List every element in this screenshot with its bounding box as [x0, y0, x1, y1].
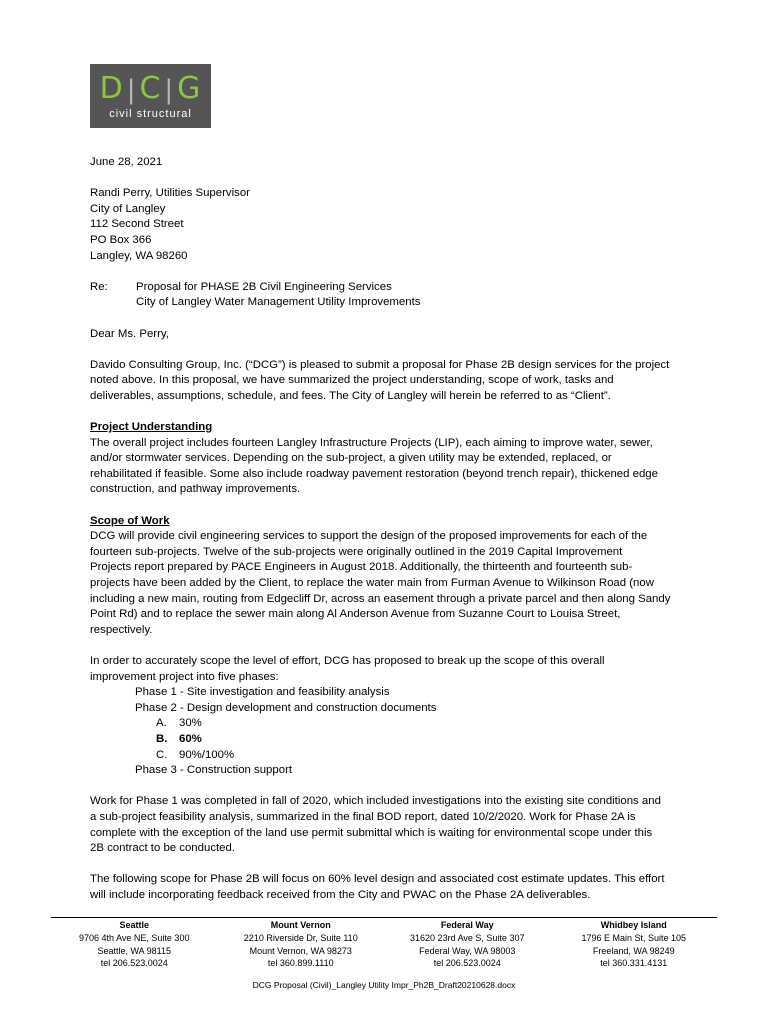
office-seattle: Seattle 9706 4th Ave NE, Suite 300 Seattle, WA 98115 tel 206.523.0024 [79, 920, 190, 969]
sub-phase-item: B. 60% [156, 732, 202, 745]
intro-paragraph: Davido Consulting Group, Inc. (“DCG”) is pleased to submit a proposal for Phase 2B design services for the project noted above. In this proposal, we have summarized the project understanding, scope of work, tasks and deliverables, assumptions, schedule, and fees. The City of Langley will herein be referred to as “Client”. [90, 358, 670, 402]
project-understanding-heading: Project Understanding [90, 421, 213, 434]
phase-item: Phase 1 - Site investigation and feasibility analysis [135, 686, 390, 699]
office-federal-way: Federal Way 31620 23rd Ave S, Suite 307 Federal Way, WA 98003 tel 206.523.0024 [410, 920, 525, 969]
letter-date: June 28, 2021 [90, 156, 163, 168]
phase-item: Phase 3 - Construction support [135, 764, 293, 777]
recipient-address: Randi Perry, Utilities Supervisor City of Langley 112 Second Street PO Box 366 Langley, WA 98260 [90, 187, 250, 262]
phase2b-paragraph: The following scope for Phase 2B will focus on 60% level design and associated cost estimate updates. This effort will include incorporating feedback received from the City and PWAC on the Phase 2A deliverables. [90, 873, 665, 901]
sub-phase-item: A. 30% [156, 717, 202, 730]
phase-list [90, 685, 682, 779]
office-footer [51, 919, 717, 970]
logo-letters: D | C | G [99, 71, 202, 106]
salutation: Dear Ms. Perry, [90, 327, 169, 340]
subject-line: Re: Proposal for PHASE 2B Civil Engineering Services City of Langley Water Management Utility Improvements [90, 280, 421, 309]
logo-tagline: civil structural [109, 108, 192, 120]
footer-divider [51, 917, 717, 918]
office-whidbey-island: Whidbey Island 1796 E Main St, Suite 105 Freeland, WA 98249 tel 360.331.4131 [581, 920, 687, 969]
office-mount-vernon: Mount Vernon 2210 Riverside Dr, Suite 110 Mount Vernon, WA 98273 tel 360.899.1110 [243, 920, 358, 969]
scope-of-work-heading: Scope of Work [90, 514, 170, 527]
sub-phase-item: C. 90%/100% [156, 748, 235, 761]
dcg-logo [90, 64, 211, 128]
phase-item: Phase 2 - Design development and construction documents [135, 701, 437, 714]
phases-intro-paragraph: In order to accurately scope the level of effort, DCG has proposed to break up the scope of this overall improvement project into five phases: [90, 655, 605, 683]
phase1-work-paragraph: Work for Phase 1 was completed in fall of 2020, which included investigations into the existing site conditions and a sub-project feasibility analysis, summarized in the final BOD report, dated 10/2/2020. Work for Phase 2A is complete with the exception of the land use permit submittal which is waiting for environmental scope under this 2B contract to be conducted. [90, 795, 661, 855]
letter-body [90, 155, 682, 904]
document-filename: DCG Proposal (Civil)_Langley Utility Impr_Ph2B_Draft20210628.docx [252, 980, 516, 990]
project-understanding-paragraph: The overall project includes fourteen Langley Infrastructure Projects (LIP), each aiming to improve water, sewer, and/or stormwater services. Depending on the sub-project, a given utility may be extended, replaced, or rehabilitated if feasible. Some also include roadway pavement restoration (beyond trench repair), thickened edge construction, and pathway improvements. [90, 436, 658, 496]
scope-of-work-paragraph: DCG will provide civil engineering services to support the design of the proposed improvements for each of the fourteen sub-projects. Twelve of the sub-projects were originally outlined in the 2019 Capital Improvement Projects report prepared by PACE Engineers in August 2018. Additionally, the thirteenth and fourteenth sub- projects have been added by the Client, to replace the water main from Furman Avenue to Wilkinson Road (now including a new main, routing from Edgecliff Dr, across an easement through a private parcel and then along Sandy Point Rd) and to replace the sewer main along Al Anderson Avenue from Suzanne Court to Louisa Street, respectively. [90, 530, 671, 636]
